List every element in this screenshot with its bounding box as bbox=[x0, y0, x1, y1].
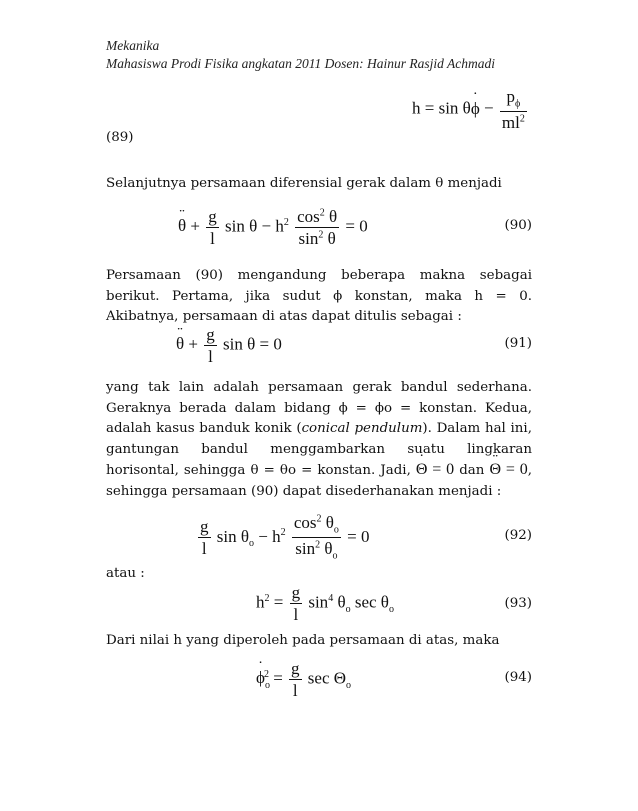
equation-number-91: (91) bbox=[504, 336, 532, 351]
equation-number-93: (93) bbox=[504, 596, 532, 611]
theta-ddot-zero: ¨ Θ = 0 bbox=[490, 461, 528, 478]
intro-line: Selanjutnya persamaan diferensial gerak dalam θ menjadi bbox=[106, 176, 502, 191]
paragraph-2 bbox=[106, 378, 532, 502]
header-subtitle: Mahasiswa Prodi Fisika angkatan 2011 Dosen: Hainur Rasjid Achmadi bbox=[106, 56, 495, 71]
paragraph-2-part-1: yang tak lain adalah persamaan gerak bandul sederhana. Geraknya berada dalam bidang ϕ = ϕo = konstan. Kedua, adalah kasus banduk konik ( bbox=[106, 380, 532, 436]
equation-number-92: (92) bbox=[504, 528, 532, 543]
equation-h: h = sin θ˙ ϕ − $\frac{p_\phi}{ml^2}$ bbox=[412, 88, 529, 131]
equation-90: ¨ θ + $\frac{g}{l}$ $\sin \theta - h^2$ $\frac{\cos^2 \theta}{\sin^2 \theta}$ = 0 bbox=[178, 208, 368, 247]
conical-pendulum-term: conical pendulum bbox=[301, 421, 423, 436]
dari-line: Dari nilai h yang diperoleh pada persamaan di atas, maka bbox=[106, 633, 500, 648]
paragraph-1: Persamaan (90) mengandung beberapa makna sebagai berikut. Pertama, jika sudut ϕ konstan, maka h = 0. Akibatnya, persamaan di atas dapat ditulis sebagai : bbox=[106, 268, 532, 324]
equation-94: ˙ $\phi_o^2$ = $\frac{g}{l}$ $\sec \Theta_o$ bbox=[256, 660, 351, 699]
equation-number-94: (94) bbox=[504, 670, 532, 685]
header-title: Mekanika bbox=[106, 38, 160, 53]
equation-92: $\frac{g}{l}$ $\sin \theta_o - h^2$ $\frac{\cos^2 \theta_o}{\sin^2 \theta_o}$ = 0 bbox=[200, 513, 370, 562]
paragraph-2-and: dan bbox=[454, 463, 490, 478]
equation-91: ¨ θ + $\frac{g}{l}$ sin θ = 0 bbox=[176, 326, 282, 365]
theta-dot-zero: ˙ Θ = 0 bbox=[416, 461, 454, 478]
equation-93: $h^2$ = $\frac{g}{l}$ $\sin^4 \theta_o$ $\sec \theta_o$ bbox=[256, 583, 394, 624]
equation-number-89: (89) bbox=[106, 130, 134, 145]
paragraph-2-part-2: ). Dalam hal ini, gantungan bandul menggambarkan suatu lingkaran horisontal, sehingga θ = θo = konstan. Jadi, bbox=[106, 421, 532, 478]
equation-number-90: (90) bbox=[504, 218, 532, 233]
atau-label: atau : bbox=[106, 566, 145, 581]
paragraph-2-part-3: , sehingga persamaan (90) dapat disederhanakan menjadi : bbox=[106, 463, 532, 499]
